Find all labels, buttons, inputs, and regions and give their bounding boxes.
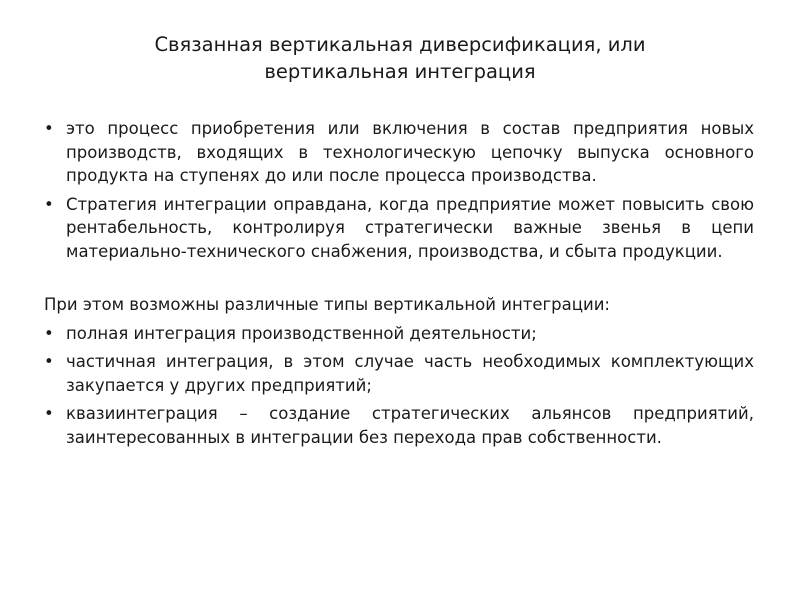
slide-title	[100, 31, 700, 85]
bullet-icon: •	[44, 404, 54, 423]
title-line-1: Связанная вертикальная диверсификация, или	[154, 33, 646, 56]
list-item	[44, 350, 754, 397]
slide-body	[44, 117, 754, 454]
list-item	[44, 117, 754, 188]
list-item-text: Стратегия интеграции оправдана, когда предприятие может повысить свою рентабельность, контролируя стратегически важные звенья в цепи материально-технического снабжения, производства, и сбыта продукции.	[66, 194, 754, 261]
title-line-2: вертикальная интеграция	[264, 60, 536, 83]
list-item-text: это процесс приобретения или включения в состав предприятия новых производств, входящих в технологическую цепочку выпуска основного продукта на ступенях до или после процесса производства.	[66, 119, 754, 185]
list-item	[44, 322, 754, 346]
bullet-icon: •	[44, 119, 54, 138]
list-item-text: полная интеграция производственной деятельности;	[66, 323, 537, 343]
bullet-icon: •	[44, 323, 54, 343]
list-item-text: квазиинтеграция – создание стратегических альянсов предприятий, заинтересованных в интеграции без перехода прав собственности.	[66, 404, 754, 447]
bullet-icon: •	[44, 352, 54, 371]
bullet-icon: •	[44, 194, 54, 214]
list-item-text: частичная интеграция, в этом случае часть необходимых комплектующих закупается у других предприятий;	[66, 352, 754, 395]
list-item	[44, 193, 754, 264]
list-item	[44, 402, 754, 449]
intro-paragraph: При этом возможны различные типы вертикальной интеграции:	[44, 295, 610, 314]
